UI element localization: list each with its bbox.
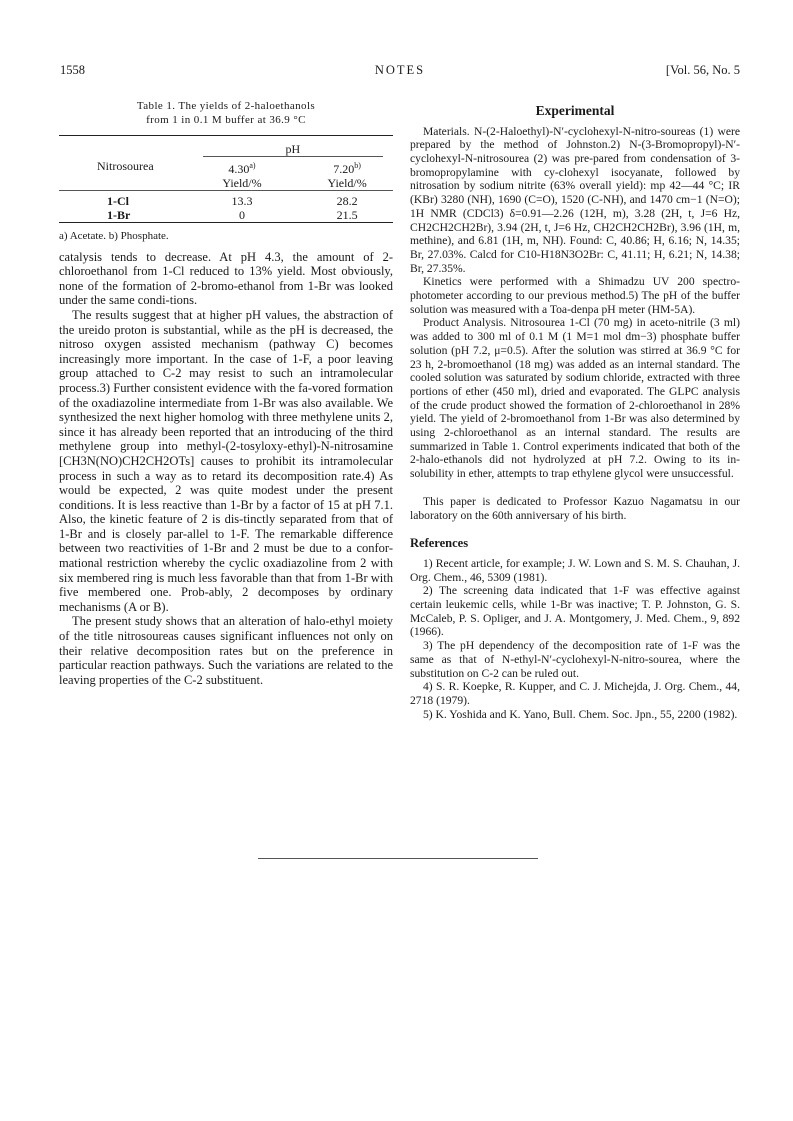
body-paragraph: The present study shows that an alteration of halo-ethyl moiety of the title nitrosoureas causes significant influences not only on their relative decomposition rates but on the preference in particular reaction pathways. Such the variations are related to the leaving properties of the C-2 substituent. bbox=[59, 614, 393, 687]
running-header bbox=[60, 63, 740, 79]
references-heading: References bbox=[410, 536, 469, 551]
table-row-header: Nitrosourea bbox=[97, 159, 154, 173]
table-row: 1-Br 0 21.5 bbox=[107, 208, 358, 222]
left-column bbox=[59, 99, 393, 687]
body-paragraph: catalysis tends to decrease. At pH 4.3, the amount of 2-chloroethanol from 1-Cl reduced to 13% yield. Most obviously, none of the formation of 2-bromo-ethanol from 1-Br was looked under the same condi-tions. bbox=[59, 249, 393, 308]
yield-table bbox=[59, 135, 393, 226]
reference-item: 5) K. Yoshida and K. Yano, Bull. Chem. Soc. Jpn., 55, 2200 (1982). bbox=[423, 707, 738, 721]
reference-item: 1) Recent article, for example; J. W. Lown and S. M. S. Chauhan, J. Org. Chem., 46, 5309 (1981). bbox=[410, 556, 740, 584]
reference-item: 2) The screening data indicated that 1-F was effective against certain leukemic cells, while 1-Br was inactive; T. P. Johnston, G. S. McCaleb, P. S. Opliger, and J. A. Montgomery, J. Med. Chem., 9, 892 (1966). bbox=[410, 584, 740, 639]
volume-label: [Vol. 56, No. 5 bbox=[665, 63, 740, 77]
table-caption-line2: from 1 in 0.1 M buffer at 36.9 °C bbox=[146, 114, 306, 126]
table-col-ph7: 7.20$^{b)}$ Yield/% bbox=[327, 161, 367, 190]
product-analysis-paragraph: Product Analysis. Nitrosourea 1-Cl (70 mg) in aceto-nitrile (3 ml) was added to 300 ml of 0.1 M (1 M=1 mol dm−3) phosphate buffer solution (pH 7.2, μ=0.5). After the solution was stirred at 36.9 °C for 23 h, 2-bromoethanol (18 mg) was added as an internal standard. The cooled solution was saturated by sodium chloride, extracted with three portions of ether (450 ml), dried and evaporated. The GLPC analysis of the crude product showed the formation of 2-chloroethanol in 28% yield. The yield of 2-bromoethanol from 1-Br was also determined by using 2-chloroethanol as an internal standard. The results are summarized in Table 1. Control experiments indicated that both of the 2-halo-ethanols did not hydrolyzed at pH 7.2. Owing to its in-solubility in ether, attempts to trap ethylene glycol were unsuccessful. bbox=[410, 316, 740, 481]
table-footnote: a) Acetate. b) Phosphate. bbox=[59, 230, 169, 242]
table-col-ph4: 4.30$^{a)}$ Yield/% bbox=[222, 161, 262, 190]
experimental-heading: Experimental bbox=[535, 103, 615, 118]
references bbox=[410, 536, 740, 721]
end-rule bbox=[258, 858, 538, 859]
reference-item: 3) The pH dependency of the decomposition rate of 1-F was the same as that of N-ethyl-N′-cyclohexyl-N-nitro-sourea, where the substitution on C-2 can be ruled out. bbox=[410, 639, 740, 680]
page-number: 1558 bbox=[60, 63, 85, 77]
kinetics-paragraph: Kinetics were performed with a Shimadzu UV 200 spectro-photometer according to our previous method.5) The pH of the buffer solution was measured with a Toa-denpa pH meter (HM-5A). bbox=[410, 275, 740, 316]
right-column bbox=[410, 104, 740, 721]
table-ph-header: pH bbox=[163, 142, 393, 159]
table-caption bbox=[59, 99, 393, 127]
section-label: NOTES bbox=[374, 63, 426, 77]
reference-item: 4) S. R. Koepke, R. Kupper, and C. J. Michejda, J. Org. Chem., 44, 2718 (1979). bbox=[410, 680, 740, 707]
body-paragraph: The results suggest that at higher pH values, the abstraction of the ureido proton is substantial, while as the pH is decreased, the nitroso oxygen assisted mechanism (pathway C) becomes increasingly more important. In the case of 1-F, a poor leaving group attached to C-2 may resist to such an intramolecular process.3) Further consistent evidence with the fa-vored formation of the oxadiazoline intermediate from 1-Br was also available. We synthesized the next higher homolog with three methylene units 2, since it has already been reported that an introducing of the third methylene group into methyl-(2-tosyloxy-ethyl)-N-nitrosamine [CH3N(NO)CH2CH2OTs] causes to prohibit its intramolecular process in such a way as to retard its decomposition rate.4) As would be expected, 2 was quite modest under the present conditions. It is less reactive than 1-Br by a factor of 15 at pH 7.1. Also, the kinetic feature of 2 is dis-tinctly separated from that of 1-Br and is closely par-allel to 1-F. The remarkable difference between two reactivities of 1-Br and 2 must be due to a confor-mational restriction whereby the cyclic oxadiazoline from 2 with six membered ring is much less favorable than that from 1-Br with five membered one. Prob-ably, 2 decomposes by ordinary mechanisms (A or B). bbox=[59, 307, 393, 614]
materials-paragraph: Materials. N-(2-Haloethyl)-N′-cyclohexyl-N-nitro-soureas (1) were prepared by the method of Johnston.2) N-(3-Bromopropyl)-N′-cyclohexyl-N-nitrosourea (2) was pre-pared from condensation of 3-bromopropylamine with cy-clohexyl isocyanate, followed by nitrosation by sodium nitrite (63% overall yield): mp 42—44 °C; IR (KBr) 3280 (NH), 1690 (C=O), 1520 (C-NH), and 1470 cm−1 (N=O); 1H NMR (CDCl3) δ=0.91—2.26 (12H, m), 3.28 (2H, t, J=6 Hz, CH2CH2CH2Br), 3.94 (2H, t, J=6 Hz, CH2CH2CH2Br), 3.96 (1H, m, methine), and 6.81 (1H, m, NH). Found: C, 40.86; H, 6.16; N, 14.35; Br, 27.03%. Calcd for C10-H18N3O2Br: C, 41.11; H, 6.21; N, 14.38; Br, 27.35%. bbox=[410, 124, 740, 275]
table-caption-line1: Table 1. The yields of 2-haloethanols bbox=[136, 100, 316, 112]
dedication: This paper is dedicated to Professor Kazuo Nagamatsu in our laboratory on the 60th anniversary of his birth. bbox=[410, 494, 740, 522]
table-row: 1-Cl 13.3 28.2 bbox=[107, 194, 358, 208]
